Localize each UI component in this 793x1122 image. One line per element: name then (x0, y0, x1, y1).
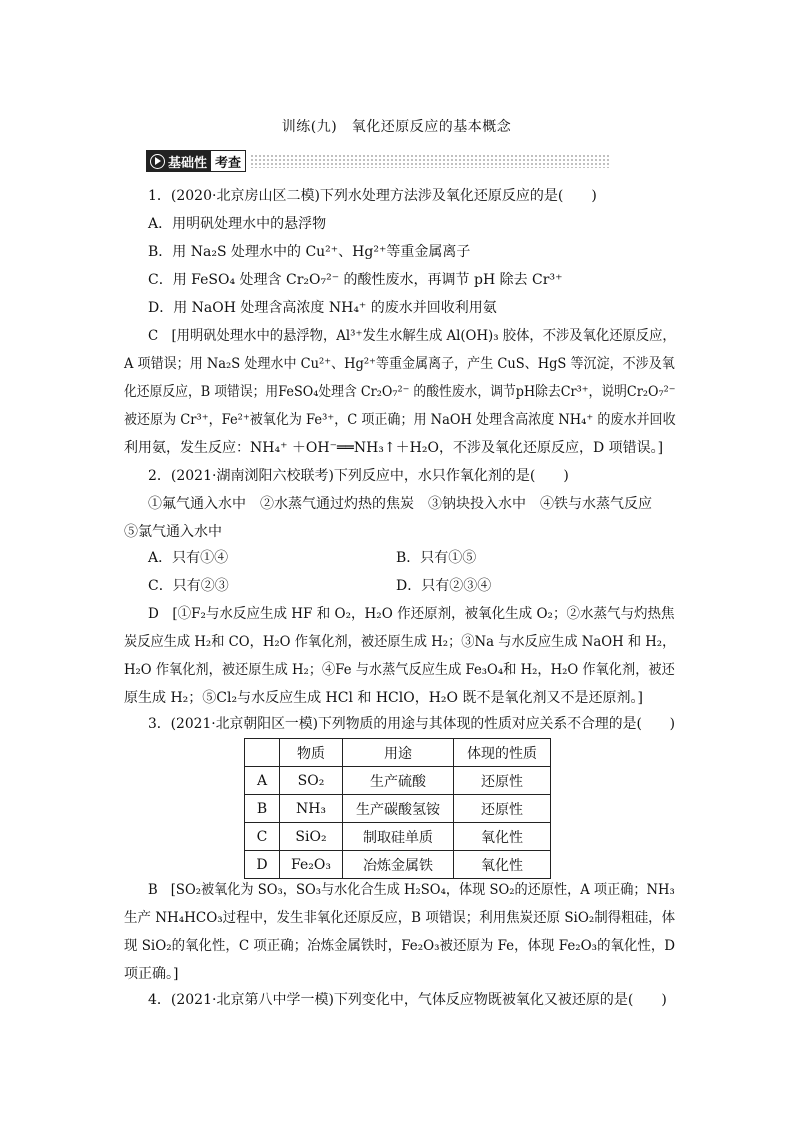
table-row (245, 851, 551, 879)
answer-3-line-2: 生产 NH₄HCO₃过程中，发生非氧化还原反应，B 项错误；利用焦炭还原 SiO₂制得粗硅，体 (124, 910, 676, 926)
play-icon (150, 154, 165, 169)
question-1-option-a: A．用明矾处理水中的悬浮物 (148, 216, 327, 232)
table-header-cell (245, 739, 280, 767)
answer-3-line-3: 现 SiO₂的氧化性，C 项正确；冶炼金属铁时，Fe₂O₃被还原为 Fe，体现 Fe₂O₃的氧化性，D (124, 938, 676, 954)
table-cell: Fe₂O₃ (280, 851, 343, 879)
table-row (245, 823, 551, 851)
answer-1-line-5: 利用氨，发生反应：NH₄⁺ ＋OH⁻══NH₃↑＋H₂O，不涉及氧化还原反应，D 项错误。] (124, 440, 664, 456)
question-2-option-c: C．只有②③ (148, 578, 229, 594)
table-cell: 还原性 (454, 795, 551, 823)
table-row (245, 767, 551, 795)
answer-1-line-2: A 项错误；用 Na₂S 处理水中 Cu²⁺、Hg²⁺等重金属离子，产生 CuS、HgS 等沉淀，不涉及氧 (124, 356, 675, 372)
question-2-stem: 2．(2021·湖南浏阳六校联考)下列反应中，水只作氧化剂的是( ) (148, 468, 569, 484)
answer-1-line-3: 化还原反应，B 项错误；用FeSO₄处理含 Cr₂O₇²⁻ 的酸性废水，调节pH除去Cr³⁺，说明Cr₂O₇²⁻ (124, 384, 676, 400)
table-cell: SO₂ (280, 767, 343, 795)
answer-2-line-4: 原生成 H₂；⑤Cl₂与水反应生成 HCl 和 HClO，H₂O 既不是氧化剂又不是还原剂。] (124, 690, 643, 706)
table-row (245, 795, 551, 823)
question-2-option-b: B．只有①⑤ (396, 550, 477, 566)
table-header-cell: 用途 (343, 739, 454, 767)
table-header-cell: 体现的性质 (454, 739, 551, 767)
banner-dark-text: 基础性 (168, 155, 208, 171)
table-cell: 还原性 (454, 767, 551, 795)
question-2-option-d: D．只有②③④ (396, 578, 492, 594)
question-2-items-cont: ⑤氯气通入水中 (124, 524, 222, 540)
table-header-cell: 物质 (280, 739, 343, 767)
answer-2-line-3: H₂O 作氧化剂，被还原生成 H₂；④Fe 与水蒸气反应生成 Fe₃O₄和 H₂，H₂O 作氧化剂，被还 (124, 662, 675, 678)
table-cell: B (245, 795, 280, 823)
answer-3-line-1: B [SO₂被氧化为 SO₃，SO₃与水化合生成 H₂SO₄，体现 SO₂的还原性，A 项正确；NH₃ (148, 882, 675, 898)
table-cell: D (245, 851, 280, 879)
table-cell: 氧化性 (454, 823, 551, 851)
table-cell: 氧化性 (454, 851, 551, 879)
question-1-option-b: B．用 Na₂S 处理水中的 Cu²⁺、Hg²⁺等重金属离子 (148, 244, 471, 260)
question-1-stem: 1．(2020·北京房山区二模)下列水处理方法涉及氧化还原反应的是( ) (148, 188, 597, 204)
table-cell: SiO₂ (280, 823, 343, 851)
answer-2-line-2: 炭反应生成 H₂和 CO，H₂O 作氧化剂，被还原生成 H₂；③Na 与水反应生成 NaOH 和 H₂， (124, 634, 676, 650)
banner-light-text: 考查 (211, 151, 245, 171)
answer-2-line-1: D [①F₂与水反应生成 HF 和 O₂，H₂O 作还原剂，被氧化生成 O₂；②水蒸气与灼热焦 (148, 606, 675, 622)
table-cell: 制取硅单质 (343, 823, 454, 851)
banner-box (146, 150, 246, 172)
banner-dot-pattern (250, 154, 610, 168)
question-1-option-c: C．用 FeSO₄ 处理含 Cr₂O₇²⁻ 的酸性废水，再调节 pH 除去 Cr³⁺ (148, 272, 563, 288)
section-banner (146, 150, 610, 172)
answer-1-line-1: C [用明矾处理水中的悬浮物，Al³⁺发生水解生成 Al(OH)₃ 胶体，不涉及氧化还原反应， (148, 328, 676, 344)
question-2-items: ①氟气通入水中 ②水蒸气通过灼热的焦炭 ③钠块投入水中 ④铁与水蒸气反应 (148, 496, 652, 512)
table-cell: A (245, 767, 280, 795)
question-3-stem: 3．(2021·北京朝阳区一模)下列物质的用途与其体现的性质对应关系不合理的是( ) (148, 716, 675, 732)
table-cell: 冶炼金属铁 (343, 851, 454, 879)
question-1-option-d: D．用 NaOH 处理含高浓度 NH₄⁺ 的废水并回收利用氨 (148, 300, 497, 316)
answer-3-line-4: 项正确。] (124, 966, 179, 982)
table-header-row (245, 739, 551, 767)
question-2-option-a: A．只有①④ (148, 550, 229, 566)
banner-dark-label (147, 151, 211, 171)
table-cell: NH₃ (280, 795, 343, 823)
properties-table (244, 738, 551, 879)
table-cell: 生产硫酸 (343, 767, 454, 795)
answer-1-line-4: 被还原为 Cr³⁺，Fe²⁺被氧化为 Fe³⁺，C 项正确；用 NaOH 处理含高浓度 NH₄⁺ 的废水并回收 (124, 412, 676, 428)
page-title: 训练(九) 氧化还原反应的基本概念 (281, 119, 512, 135)
table-cell: 生产碳酸氢铵 (343, 795, 454, 823)
table-cell: C (245, 823, 280, 851)
question-4-stem: 4．(2021·北京第八中学一模)下列变化中，气体反应物既被氧化又被还原的是( ) (148, 992, 667, 1008)
